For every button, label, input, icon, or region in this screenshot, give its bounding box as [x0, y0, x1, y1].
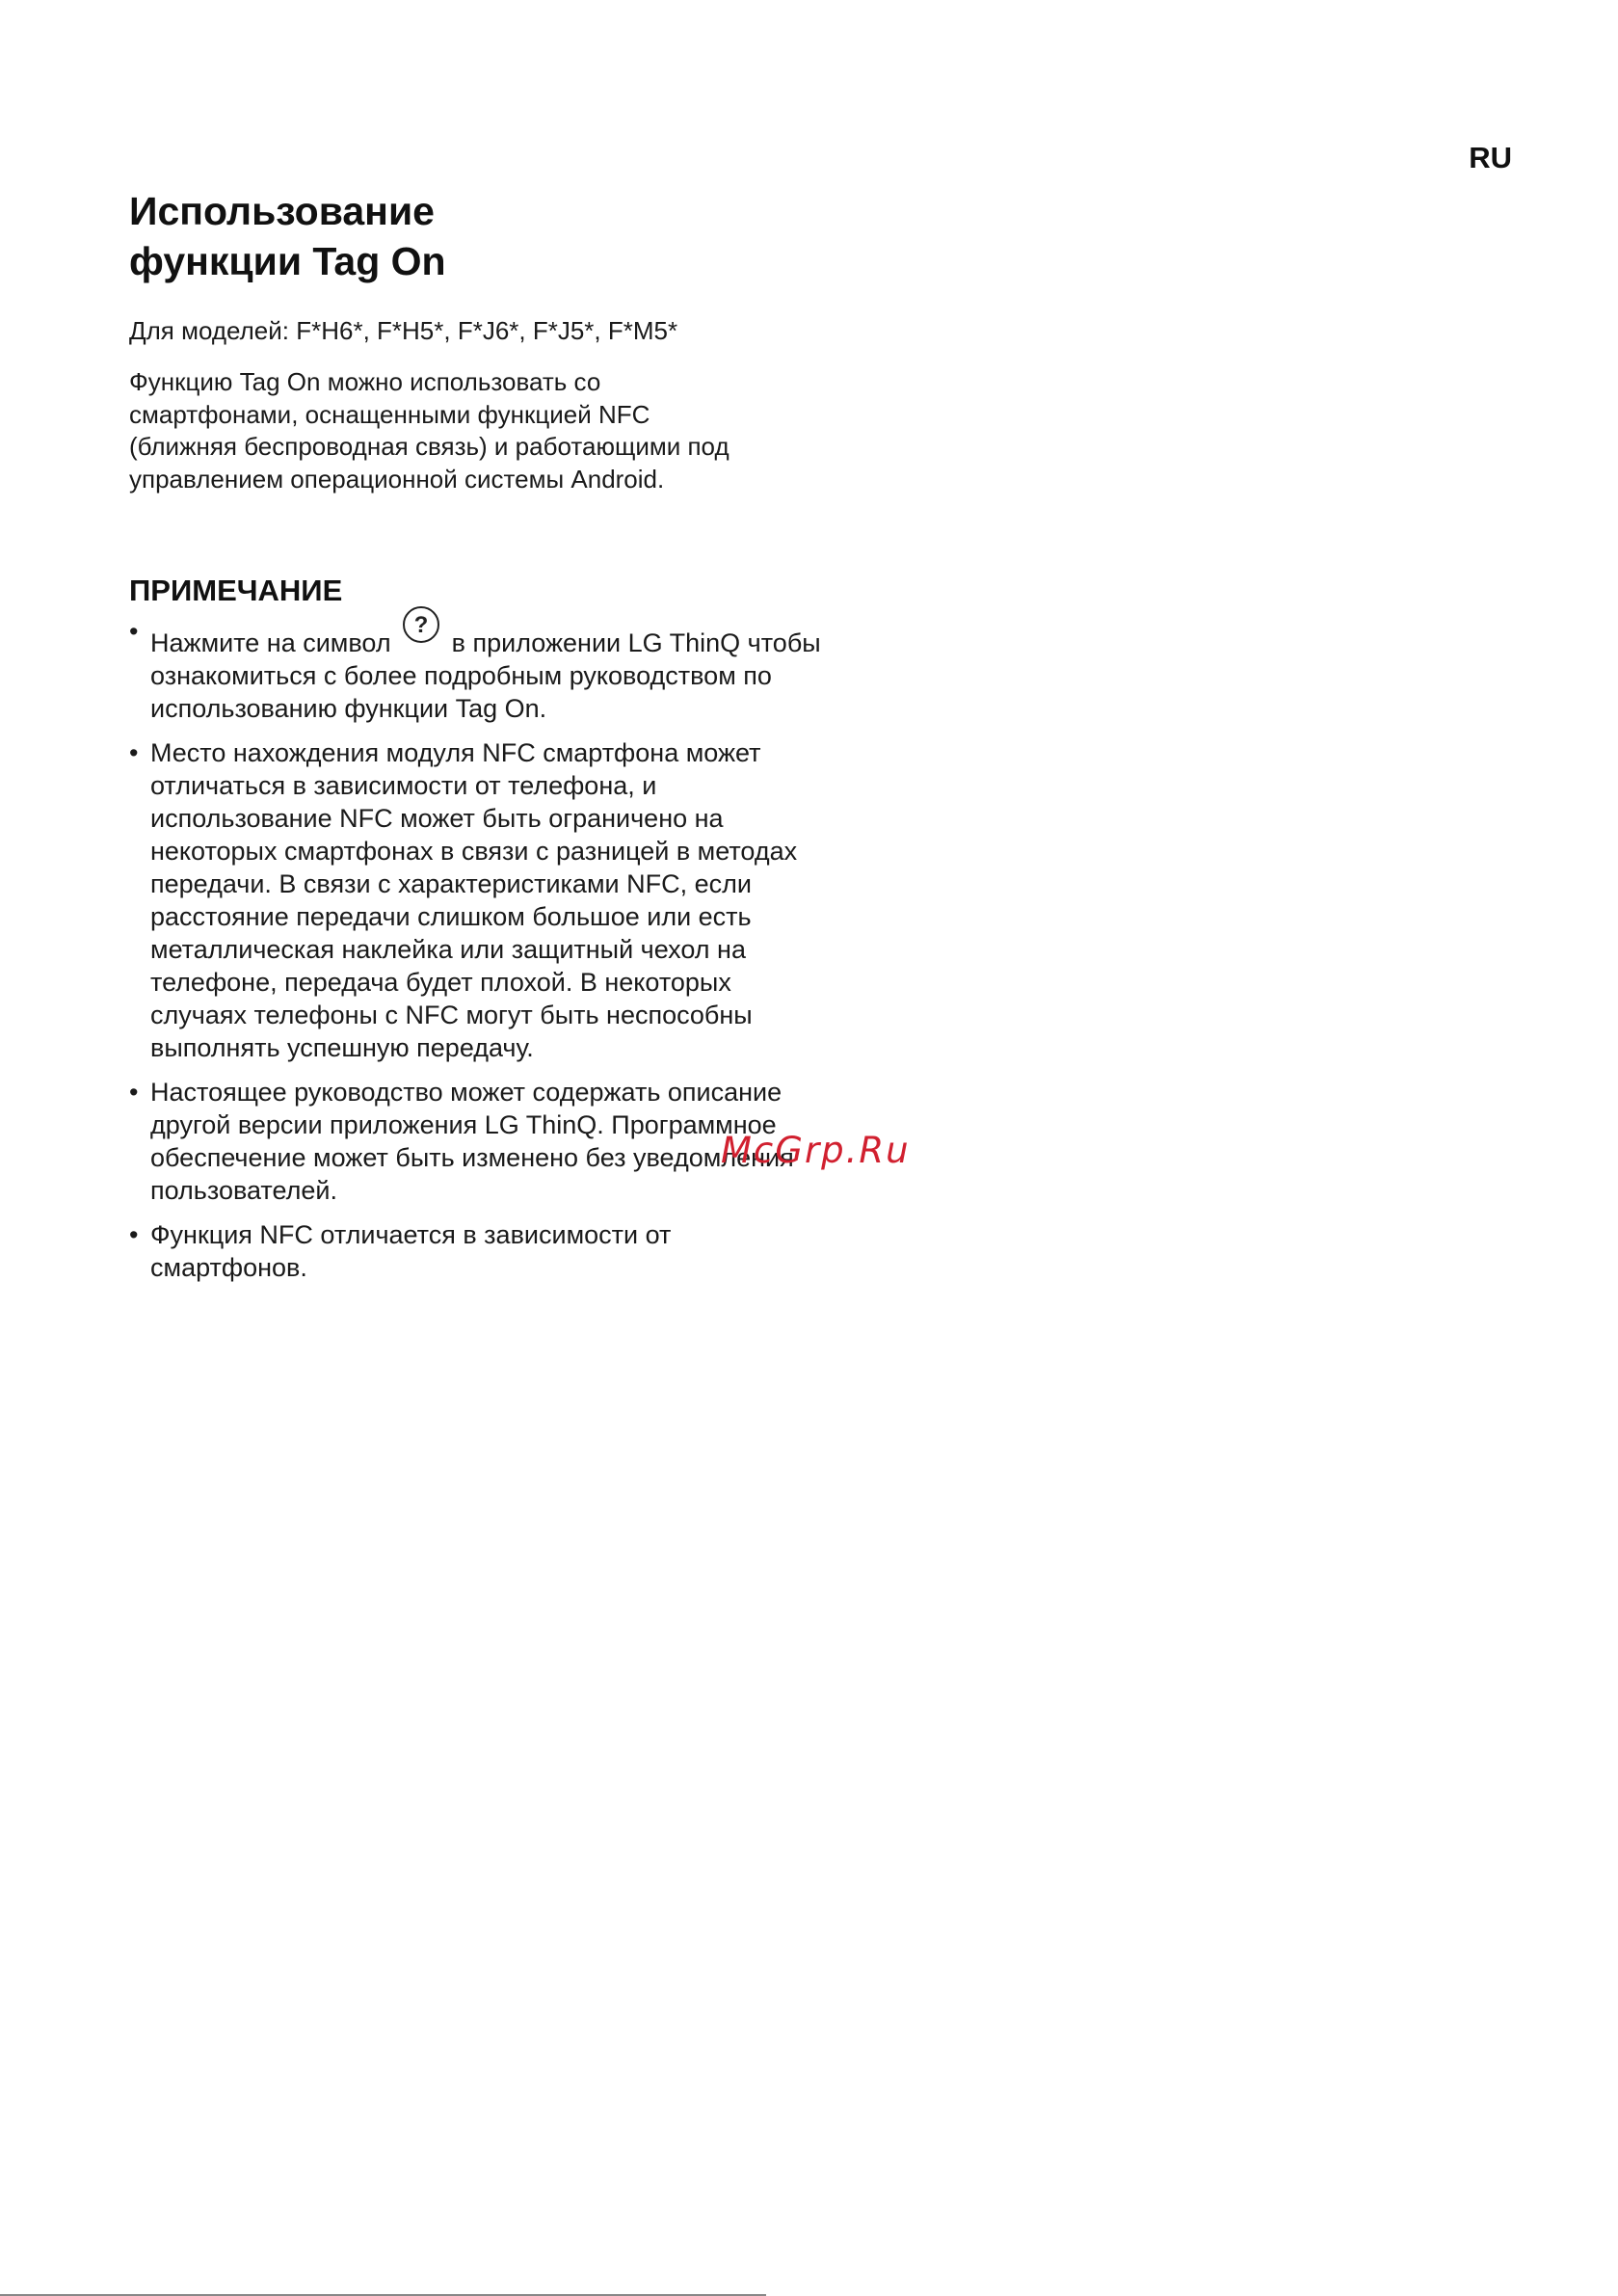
- bullet: •: [129, 738, 139, 767]
- note-item-text: Функция NFC отличается в зависимости от смартфонов.: [150, 1220, 672, 1282]
- main-content: [129, 186, 823, 1295]
- note-item-text-after: в приложении LG ThinQ чтобы ознакомиться с более подробным руководством по использованию функции Tag On.: [150, 628, 821, 723]
- note-item-help: [129, 612, 823, 725]
- bullet: •: [129, 1220, 139, 1249]
- question-circle-icon: [402, 605, 440, 644]
- note-list: [129, 612, 823, 1284]
- note-item-nfc-location: [129, 736, 823, 1064]
- svg-text:?: ?: [413, 612, 429, 638]
- note-item-nfc-varies: [129, 1218, 823, 1284]
- note-item-text: Место нахождения модуля NFC смартфона может отличаться в зависимости от телефона, и использование NFC может быть ограничено на некоторых смартфонах в связи с разницей в методах передачи. В связи с характеристиками NFC, если расстояние передачи слишком большое или есть металлическая наклейка или защитный чехол на телефоне, передача будет плохой. В некоторых случаях телефоны с NFC могут быть неспособны выполнять успешную передачу.: [150, 738, 798, 1062]
- watermark: McGrp.Ru: [721, 1130, 911, 1171]
- language-tag: RU: [1469, 141, 1512, 174]
- note-heading: ПРИМЕЧАНИЕ: [129, 574, 343, 607]
- bullet: •: [129, 617, 139, 646]
- note-item-manual-version: [129, 1076, 823, 1207]
- intro-paragraph: Функцию Tag On можно использовать со смартфонами, оснащенными функцией NFC (ближняя беспроводная связь) и работающими под управлением операционной системы Android.: [129, 367, 729, 494]
- page-title: [129, 186, 823, 286]
- note-item-text-before: Нажмите на символ: [150, 628, 391, 657]
- page-title-line2: функции Tag On: [129, 239, 446, 283]
- bullet: •: [129, 1078, 139, 1107]
- page-title-line1: Использование: [129, 189, 435, 233]
- models-text: Для моделей: F*H6*, F*H5*, F*J6*, F*J5*, F*M5*: [129, 316, 678, 345]
- note-item-text: Настоящее руководство может содержать описание другой версии приложения LG ThinQ. Программное обеспечение может быть изменено без уведомления пользователей.: [150, 1078, 794, 1205]
